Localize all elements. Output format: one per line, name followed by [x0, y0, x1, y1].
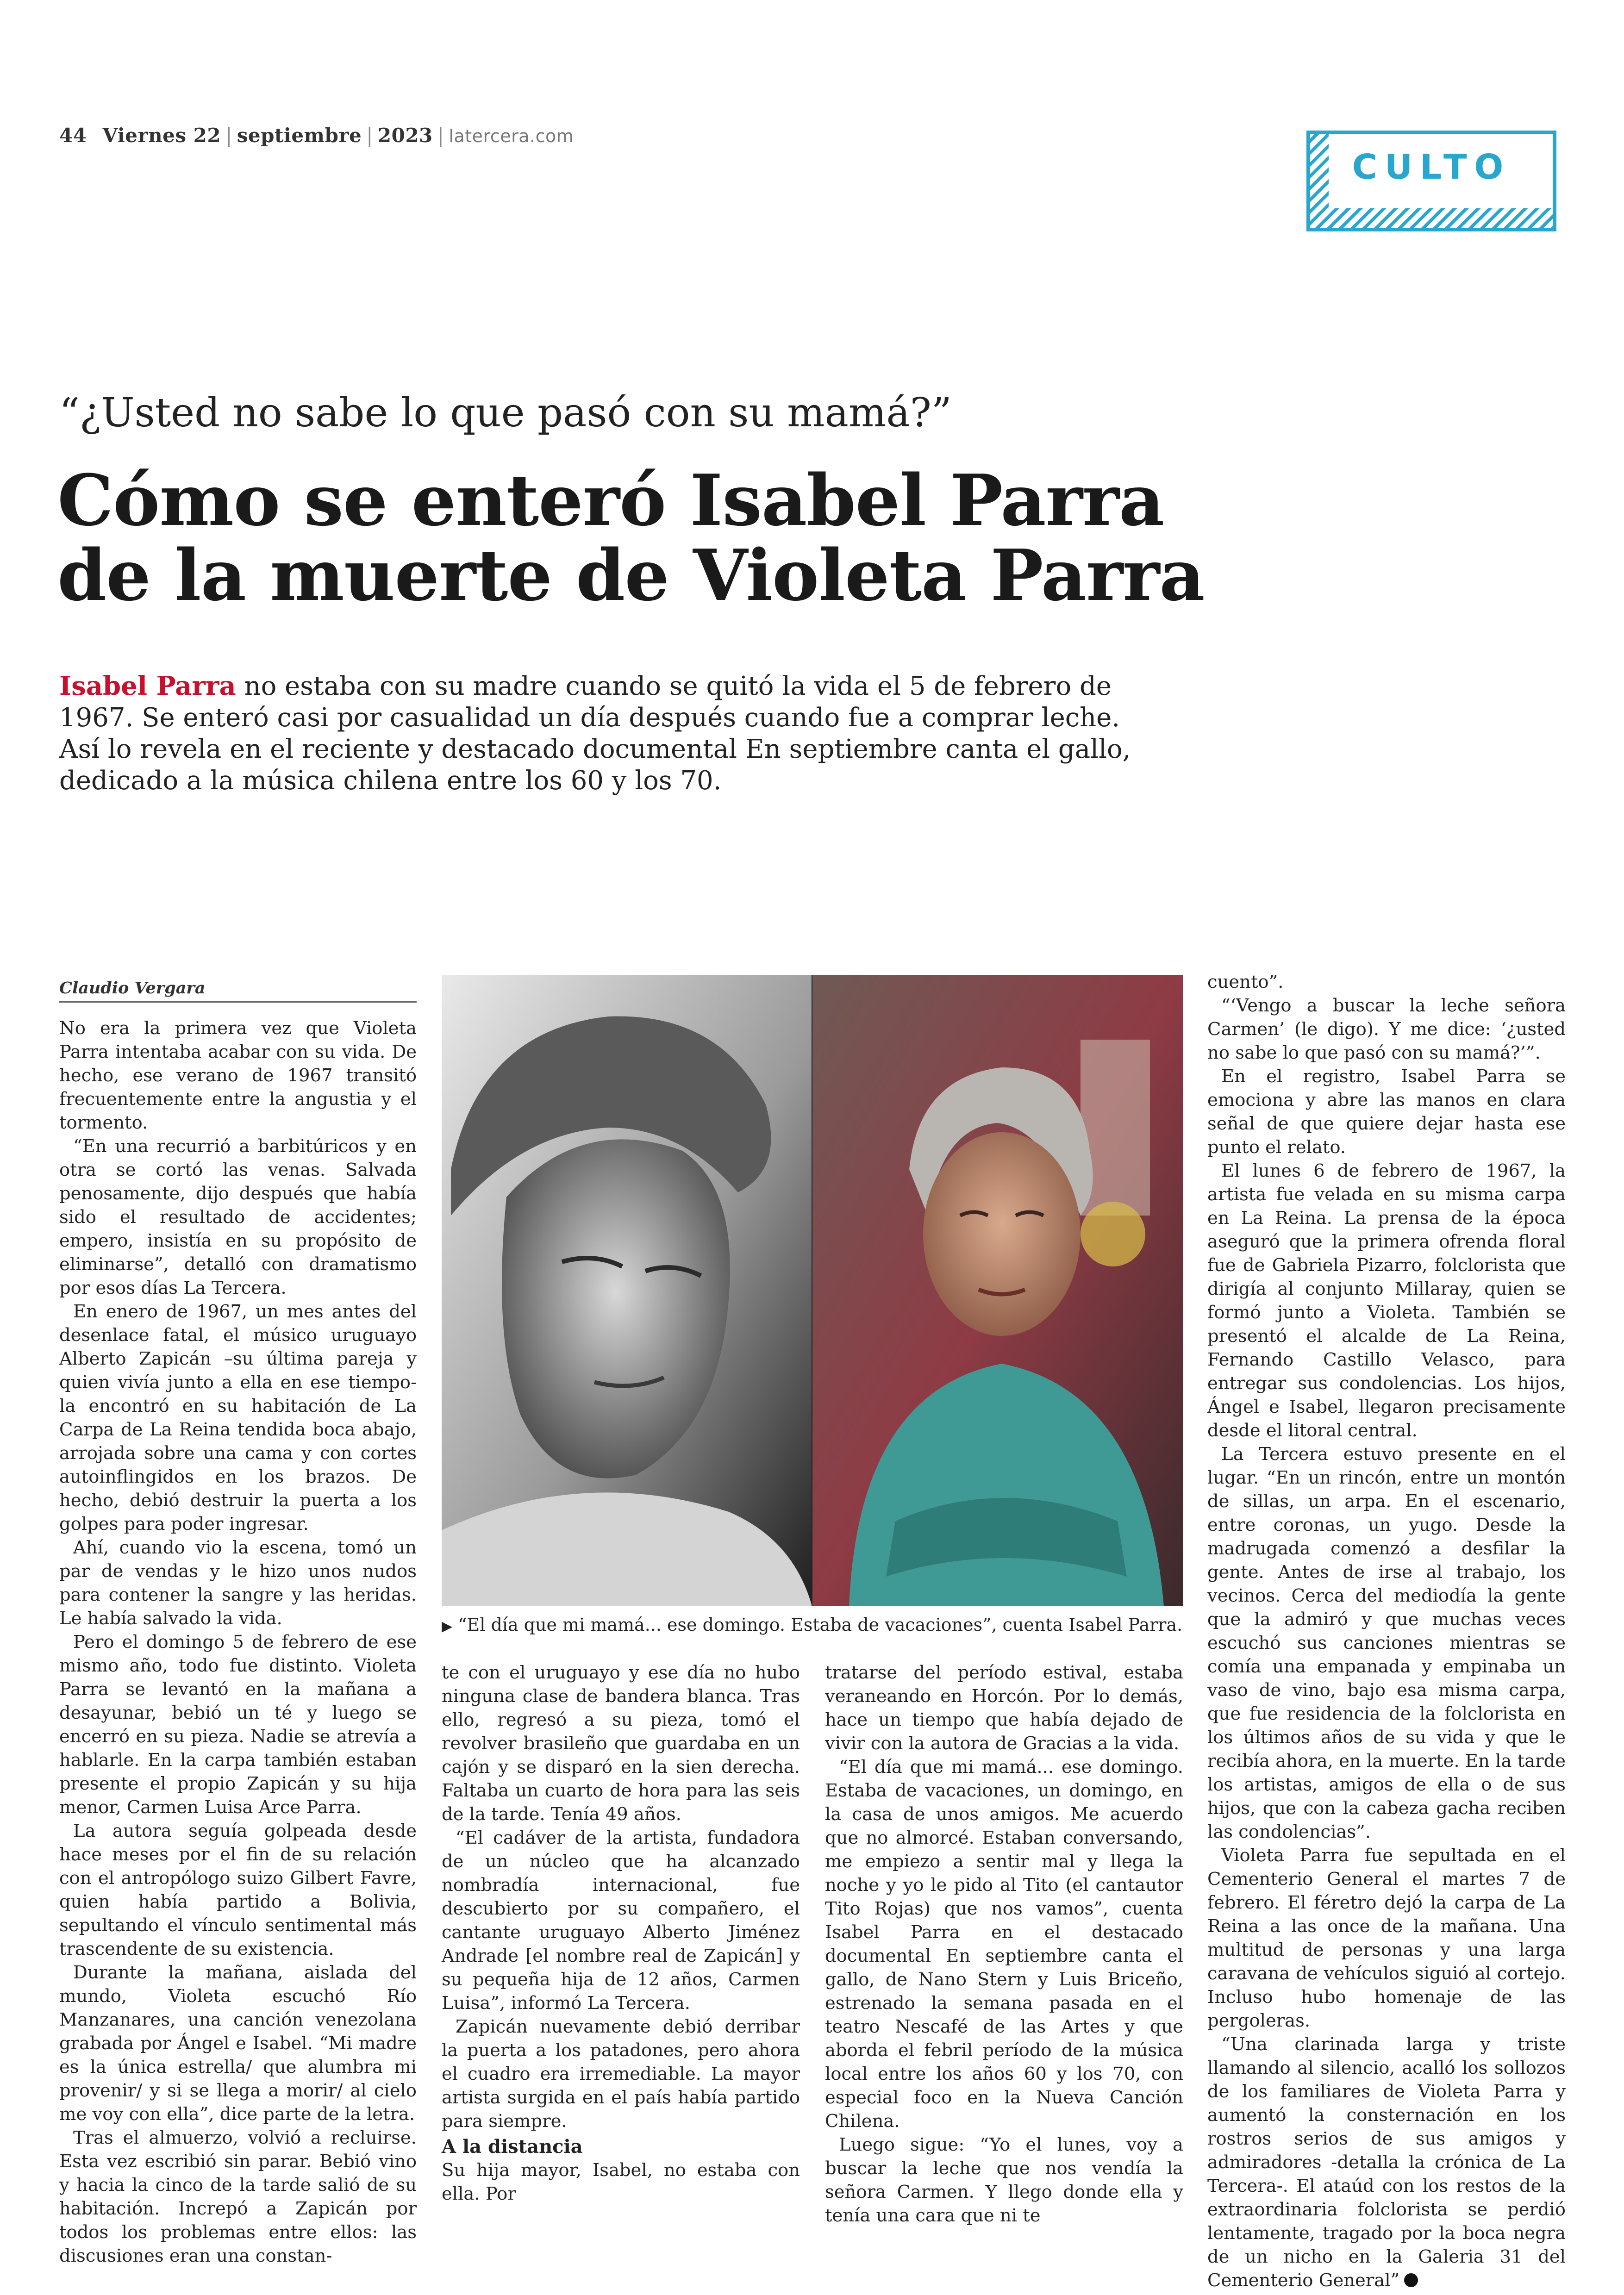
paragraph: El lunes 6 de febrero de 1967, la artista fue velada en su misma carpa en La Reina. La prensa de la época aseguró que la primera ofrenda floral fue de Gabriela Pizarro, folclorista que dirigía al conjunto Millaray, quien se formó junto a Violeta. También se presentó el alcalde de La Reina, Fernando Castillo Velasco, para entregar sus condolencias. Los hijos, Ángel e Isabel, llegaron precisamente desde el litoral central.	[1207, 1160, 1566, 1441]
paragraph: cuento”.	[1207, 972, 1284, 992]
paragraph: te con el uruguayo y ese día no hubo ninguna clase de bandera blanca. Tras ello, regresó a su pieza, tomó el revolver brasileño que guardaba en un cajón y se disparó en la sien derecha. Faltaba un cuarto de hora para las seis de la tarde. Tenía 49 años.	[442, 1662, 800, 1825]
page-number: 44	[59, 124, 87, 147]
kicker: “¿Usted no sabe lo que pasó con su mamá?”	[59, 390, 952, 436]
paragraph-final	[1207, 2033, 1566, 2292]
paragraph: Su hija mayor, Isabel, no estaba con ella. Por	[442, 2160, 800, 2204]
lede-text: no estaba con su madre cuando se quitó la vida el 5 de febrero de 1967. Se enteró casi por casualidad un día después cuando fue a comprar leche. Así lo revela en el reciente y destacado documental En septiembre canta el gallo, dedicado a la música chilena entre los 60 y los 70.	[59, 671, 1131, 796]
paragraph: Violeta Parra fue sepultada en el Cementerio General el martes 7 de febrero. El féretro dejó la carpa de La Reina a las once de la mañana. Una multitud de personas y una larga caravana de vehículos siguió al cortejo. Incluso hubo homenaje de las pergoleras.	[1207, 1845, 1566, 2031]
folio-date: Viernes 22	[102, 124, 221, 147]
photo-illustration	[442, 975, 1183, 1606]
folio-site: latercera.com	[449, 126, 574, 146]
paragraph: En el registro, Isabel Parra se emociona y abre las manos en clara señal de que quiere dejar hasta ese punto el relato.	[1207, 1066, 1566, 1158]
article-column-3	[825, 1661, 1183, 2227]
paragraph: En enero de 1967, un mes antes del desenlace fatal, el músico uruguayo Alberto Zapicán –su última pareja y quien vivía junto a ella en ese tiempo- la encontró en su habitación de La Carpa de La Reina tendida boca abajo, arrojada sobre una cama y con cortes autoinflingidos en los brazos. De hecho, debió destruir la puerta a los golpes para poder ingresar.	[59, 1301, 417, 1534]
folio-separator: |	[366, 124, 373, 147]
paragraph: Pero el domingo 5 de febrero de ese mismo año, todo fue distinto. Violeta Parra se levantó en la mañana a desayunar, bebió un té y luego se encerró en su pieza. Nadie se atrevía a hablarle. En la carpa también estaban presente el propio Zapicán y su hija menor, Carmen Luisa Arce Parra.	[59, 1632, 417, 1818]
paragraph: “En una recurrió a barbitúricos y en otra se cortó las venas. Salvada penosamente, dijo después que había sido el resultado de accidentes; empero, insistía en su propósito de eliminarse”, detalló con dramatismo por esos días La Tercera.	[59, 1136, 417, 1298]
lede-name: Isabel Parra	[59, 671, 236, 701]
paragraph: Luego sigue: “Yo el lunes, voy a buscar la leche que nos vendía la señora Carmen. Y llego donde ella y tenía una cara que ni te	[825, 2134, 1183, 2226]
paragraph: “El día que mi mamá... ese domingo. Estaba de vacaciones, un domingo, en la casa de unos amigos. Me acuerdo que no almorcé. Estaban conversando, me empiezo a sentir mal y llega la noche y yo le pido al Tito (el cantautor Tito Rojas) que nos vamos”, cuenta Isabel Parra en el destacado documental En septiembre canta el gallo, de Nano Stern y Luis Briceño, estrenado la semana pasada en el teatro Nescafé de las Artes y que aborda el febril período de la música local entre los años 60 y los 70, con especial foco en la Nueva Canción Chilena.	[825, 1757, 1183, 2132]
lede	[59, 670, 1147, 797]
headline	[57, 459, 1307, 617]
paragraph: “‘Vengo a buscar la leche señora Carmen’ (le digo). Y me dice: ‘¿usted no sabe lo que pasó con su mamá?’”.	[1207, 995, 1566, 1063]
subhead: A la distancia	[442, 2136, 583, 2158]
end-mark-icon	[1404, 2273, 1418, 2287]
paragraph: La autora seguía golpeada desde hace meses por el fin de su relación con el antropólogo suizo Gilbert Favre, quien había partido a Bolivia, sepultando el vínculo sentimental más trascendente de su existencia.	[59, 1821, 417, 1959]
photo-caption	[442, 1615, 1192, 1635]
headline-line: Cómo se enteró Isabel Parra	[57, 459, 1164, 542]
paragraph: La Tercera estuvo presente en el lugar. “En un rincón, entre un montón de sillas, un arpa. En el escenario, entre coronas, un yugo. Desde la madrugada comenzó a desfilar la gente. Antes de irse al trabajo, los vecinos. Cerca del mediodía la gente que la admiró y que muchas veces escuchó sus canciones mientras se comía una empanada y empinaba un vaso de vino, bajo esa misma carpa, que fue residencia de la folclorista en los últimos años de su vida y que le recibía ahora, en la muerte. En la tarde los artistas, amigos de ella o de sus hijos, que con la cabeza gacha reciben las condolencias”.	[1207, 1444, 1566, 1842]
folio-line	[59, 124, 574, 147]
folio-month: septiembre	[237, 124, 362, 147]
paragraph: No era la primera vez que Violeta Parra intentaba acabar con su vida. De hecho, ese verano de 1967 transitó frecuentemente entre la angustia y el tormento.	[59, 1018, 417, 1133]
paragraph: Zapicán nuevamente debió derribar la puerta a los patadones, pero ahora el cuadro era irremediable. La mayor artista surgida en el país había partido para siempre.	[442, 2016, 800, 2132]
byline: Claudio Vergara	[59, 979, 417, 1003]
section-tag	[1306, 131, 1556, 231]
paragraph: tratarse del período estival, estaba veraneando en Horcón. Por lo demás, hace un tiempo que había dejado de vivir con la autora de Gracias a la vida.	[825, 1662, 1183, 1754]
article-photo	[442, 975, 1183, 1606]
folio-separator: |	[437, 124, 444, 147]
caption-arrow-icon: ▶	[442, 1618, 453, 1634]
article-column-4	[1207, 970, 1566, 2292]
folio-separator: |	[225, 124, 232, 147]
paragraph: Durante la mañana, aislada del mundo, Violeta escuchó Río Manzanares, una canción venezolana grabada por Ángel e Isabel. “Mi madre es la única estrella/ que alumbra mi provenir/ y si se llega a morir/ al cielo me voy con ella”, dice parte de la letra.	[59, 1962, 417, 2125]
article-column-1	[59, 1017, 417, 2268]
folio-year: 2023	[377, 124, 433, 147]
paragraph-text: “Una clarinada larga y triste llamando al silencio, acalló los sollozos de los familiares de Violeta Parra y aumentó la consternación en los rostros serios de sus amigos y admiradores -detalla la crónica de La Tercera-. El ataúd con los restos de la extraordinaria folclorista se perdió lentamente, tragado por la boca negra de un nicho en la Galeria 31 del Cementerio General”	[1207, 2034, 1566, 2291]
caption-text: “El día que mi mamá... ese domingo. Estaba de vacaciones”, cuenta Isabel Parra.	[458, 1615, 1183, 1635]
paragraph: Tras el almuerzo, volvió a recluirse. Esta vez escribió sin parar. Bebió vino y hacia la cinco de la tarde salió de su habitación. Increpó a Zapicán por todos los problemas entre ellos: las discusiones eran una constan-	[59, 2127, 417, 2266]
article-column-2	[442, 1661, 800, 2206]
section-label: CULTO	[1352, 147, 1511, 187]
paragraph: Ahí, cuando vio la escena, tomó un par de vendas y le hizo unos nudos para contener la sangre y las heridas. Le había salvado la vida.	[59, 1537, 417, 1629]
headline-line: de la muerte de Violeta Parra	[57, 534, 1205, 617]
paragraph: “El cadáver de la artista, fundadora de un núcleo que ha alcanzado nombradía internacional, fue descubierto por su compañero, el cantante uruguayo Alberto Jiménez Andrade [el nombre real de Zapicán] y su pequeña hija de 12 años, Carmen Luisa”, informó La Tercera.	[442, 1827, 800, 2014]
